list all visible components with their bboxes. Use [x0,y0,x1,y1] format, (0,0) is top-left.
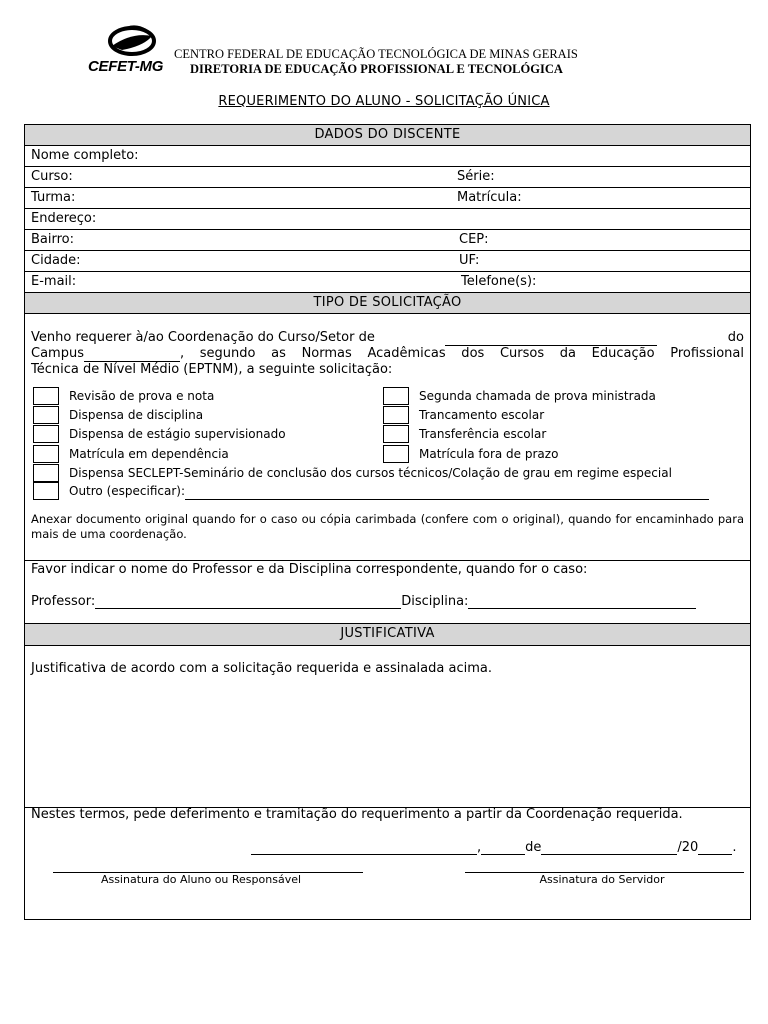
option-trancamento: Trancamento escolar [419,408,545,422]
cidade-row[interactable] [25,251,750,272]
uf-label: UF: [459,253,480,268]
option-matricula-dependencia: Matrícula em dependência [69,447,229,461]
justificativa-heading: JUSTIFICATIVA [25,624,750,646]
intro-e: Técnica de Nível Médio (EPTNM), a seguinte solicitação: [31,362,393,377]
curso-row[interactable] [25,167,750,188]
intro-d: , segundo as Normas Acadêmicas dos Cursos da Educação Profissional [179,346,744,361]
cep-label: CEP: [459,232,489,247]
logo-text: CEFET-MG [88,58,164,75]
dados-heading: DADOS DO DISCENTE [25,125,750,146]
document-title: REQUERIMENTO DO ALUNO - SOLICITAÇÃO ÚNICA [218,94,550,109]
disciplina-label: Disciplina: [401,594,469,609]
date-de: de [525,840,542,855]
option-seclept: Dispensa SECLEPT-Seminário de conclusão dos cursos técnicos/Colação de grau em regime especial [69,466,672,480]
outro-blank[interactable] [185,487,709,500]
option-dispensa-estagio: Dispensa de estágio supervisionado [69,427,286,441]
curso-label: Curso: [31,169,73,184]
year-blank[interactable] [698,842,732,855]
checkbox-seclept[interactable] [33,464,59,482]
outro-label: Outro (especificar): [69,484,185,498]
document-header [0,0,768,120]
option-segunda-chamada: Segunda chamada de prova ministrada [419,389,656,403]
footer-section [25,808,750,919]
justificativa-text: Justificativa de acordo com a solicitação requerida e assinalada acima. [31,661,492,676]
checkbox-matricula-fora-prazo[interactable] [383,445,409,463]
option-matricula-fora-prazo: Matrícula fora de prazo [419,447,559,461]
checkbox-trancamento[interactable] [383,406,409,424]
sig-aluno-caption: Assinatura do Aluno ou Responsável [100,873,302,886]
tipo-intro [25,330,750,378]
nome-row[interactable] [25,146,750,167]
option-transferencia: Transferência escolar [419,427,547,441]
day-blank[interactable] [481,842,525,855]
tipo-section [25,314,750,561]
checkbox-revisao[interactable] [33,387,59,405]
professor-line [31,594,696,609]
month-blank[interactable] [541,842,677,855]
professor-blank[interactable] [95,596,401,609]
disciplina-blank[interactable] [468,596,696,609]
professor-section [25,561,750,624]
matricula-label: Matrícula: [457,190,522,205]
checkbox-dispensa-disciplina[interactable] [33,406,59,424]
tipo-heading: TIPO DE SOLICITAÇÃO [25,293,750,314]
checkbox-dispensa-estagio[interactable] [33,425,59,443]
checkbox-segunda-chamada[interactable] [383,387,409,405]
checkbox-transferencia[interactable] [383,425,409,443]
request-form [24,124,751,920]
professor-label: Professor: [31,594,96,609]
sig-servidor-caption: Assinatura do Servidor [539,873,665,886]
campus-blank[interactable] [84,346,180,362]
attach-note: Anexar documento original quando for o caso ou cópia carimbada (confere com o original), quando for encaminhado para mais de uma coordenação. [31,512,744,541]
bairro-label: Bairro: [31,232,75,247]
nome-label: Nome completo: [31,148,139,163]
institution-name: CENTRO FEDERAL DE EDUCAÇÃO TECNOLÓGICA DE MINAS GERAIS [174,47,578,61]
option-revisao: Revisão de prova e nota [69,389,215,403]
bairro-row[interactable] [25,230,750,251]
intro-c: Campus [31,346,84,361]
date-year: /20 [677,840,699,855]
intro-a: Venho requerer à/ao Coordenação do Curso/Setor de [31,330,375,345]
endereco-label: Endereço: [31,211,97,226]
directorate-name: DIRETORIA DE EDUCAÇÃO PROFISSIONAL E TECNOLÓGICA [190,62,563,76]
cidade-label: Cidade: [31,253,81,268]
checkbox-outro[interactable] [33,482,59,500]
option-dispensa-disciplina: Dispensa de disciplina [69,408,204,422]
option-outro [69,482,709,500]
intro-b: do [727,330,744,345]
email-label: E-mail: [31,274,77,289]
turma-row[interactable] [25,188,750,209]
justificativa-section[interactable] [25,646,750,808]
telefone-label: Telefone(s): [461,274,537,289]
endereco-row[interactable] [25,209,750,230]
city-blank[interactable] [251,842,477,855]
date-line: , de /20 . [251,840,736,855]
checkbox-matricula-dependencia[interactable] [33,445,59,463]
setor-blank[interactable] [445,330,657,346]
turma-label: Turma: [31,190,76,205]
email-row[interactable] [25,272,750,293]
serie-label: Série: [457,169,495,184]
terms-text: Nestes termos, pede deferimento e tramitação do requerimento a partir da Coordenação requerida. [31,807,683,822]
professor-instruction: Favor indicar o nome do Professor e da Disciplina correspondente, quando for o caso: [31,562,588,577]
